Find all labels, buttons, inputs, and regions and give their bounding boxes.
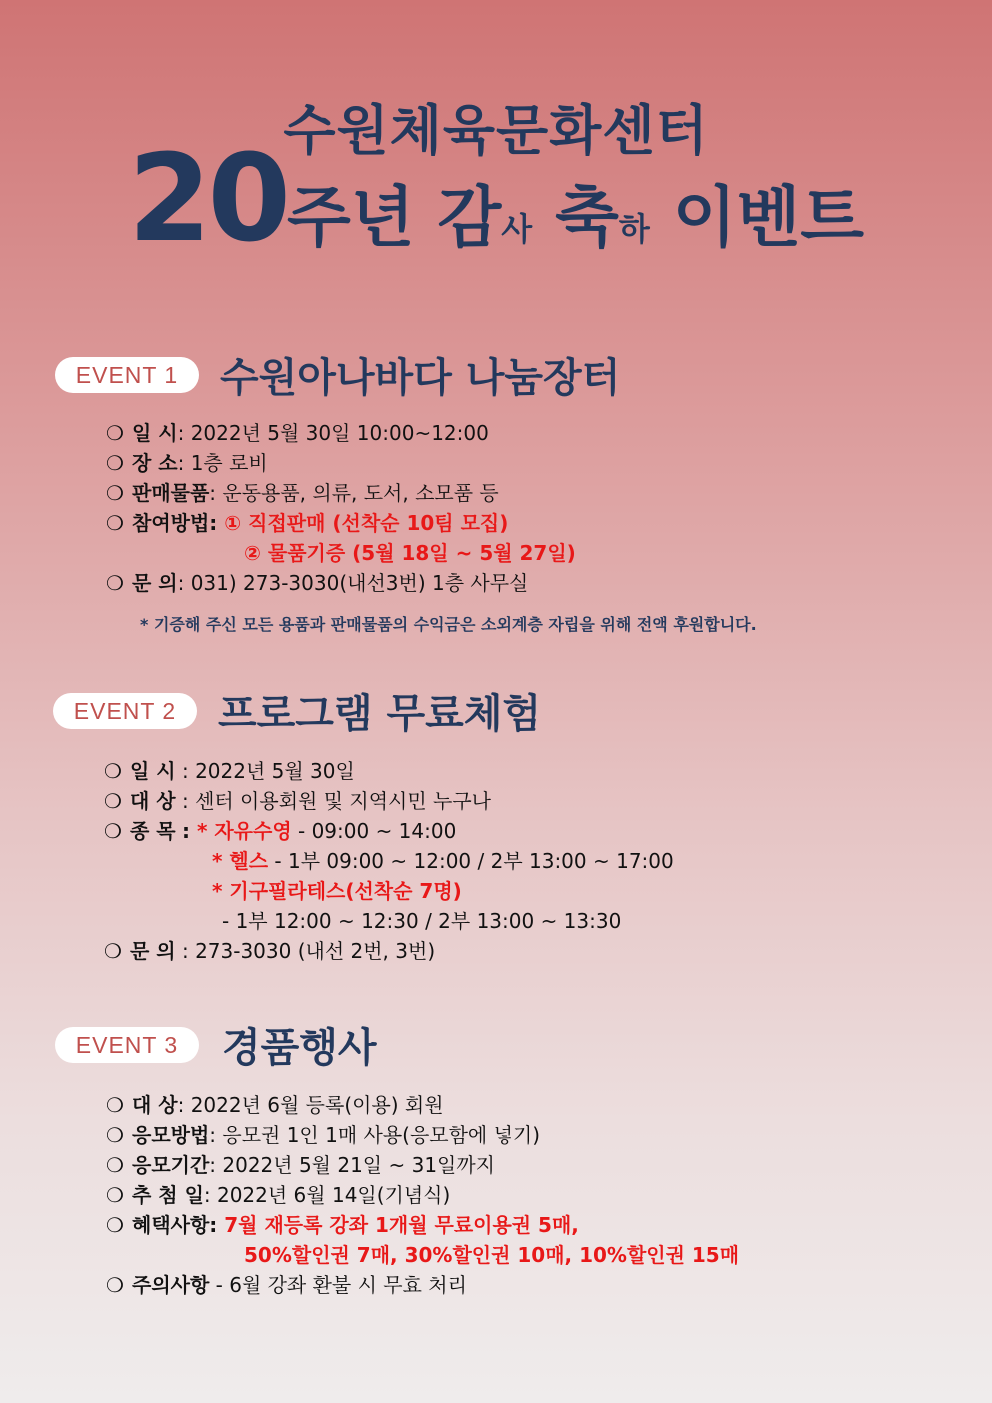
caution-value: - 6월 강좌 환불 시 무효 처리 [209,1273,467,1297]
bullet-icon: ❍ [106,451,124,475]
date-value: : 2022년 5월 30일 10:00~12:00 [177,421,489,445]
event-3-benefit-2 [244,1242,739,1268]
swim-name: * 자유수영 [196,819,292,843]
benefit-label: 혜택사항 [132,1213,210,1237]
pilates-name: * 기구필라테스(선착순 7명) [212,879,462,903]
items-value: : 운동용품, 의류, 도서, 소모품 등 [209,481,499,505]
target-label: 대 상 [132,1093,178,1117]
draw-value: : 2022년 6월 14일(기념식) [203,1183,451,1207]
event-1-method-2 [244,540,576,566]
event-1-contact [106,570,528,596]
center-name: 수원체육문화센터 [283,99,709,162]
period-value: : 2022년 5월 21일 ~ 31일까지 [209,1153,496,1177]
pilates-time: - 1부 12:00 ~ 12:30 / 2부 13:00 ~ 13:30 [222,909,622,933]
bullet-icon: ❍ [104,789,122,813]
contact-value: : 031) 273-3030(내선3번) 1층 사무실 [177,571,529,595]
bullet-icon: ❍ [106,1183,124,1207]
bullet-icon: ❍ [104,939,122,963]
event-1-place [106,450,268,476]
place-label: 장 소 [132,451,178,475]
bullet-icon: ❍ [104,759,122,783]
event-1-date [106,420,489,446]
event-3-caution [106,1272,467,1298]
event-1-title: 수원아나바다 나눔장터 [220,355,621,401]
method-direct-sale: ① 직접판매 (선착순 10팀 모집) [224,511,509,535]
caution-label: 주의사항 [132,1273,210,1297]
page-title [0,130,992,269]
event-2-contact [104,938,435,964]
gym-name: * 헬스 [212,849,269,873]
contact-label: 문 의 [130,939,176,963]
date-label: 일 시 [130,759,176,783]
event-3-title: 경품행사 [222,1025,377,1071]
event-2-pilates-time [222,908,621,934]
draw-label: 추 첨 일 [132,1183,204,1207]
event-2-date [104,758,355,784]
method-label: 참여방법 [132,511,210,535]
title-small-2: 하 [618,210,650,248]
period-label: 응모기간 [132,1153,210,1177]
event-1-badge: EVENT 1 [55,357,199,393]
bullet-icon: ❍ [106,571,124,595]
event-2-gym [212,848,674,874]
event-3-badge: EVENT 3 [55,1027,199,1063]
event-1-items [106,480,499,506]
type-sep: : [181,819,197,843]
bullet-icon: ❍ [106,1123,124,1147]
method-label: 응모방법 [132,1123,210,1147]
target-value: : 센터 이용회원 및 지역시민 누구나 [181,789,491,813]
event-3-benefit [106,1212,579,1238]
benefit-discounts: 50%할인권 7매, 30%할인권 10매, 10%할인권 15매 [244,1243,740,1267]
title-part-1: 주년 감 [286,179,502,256]
bullet-icon: ❍ [106,421,124,445]
swim-time: - 09:00 ~ 14:00 [291,819,457,843]
items-label: 판매물품 [132,481,210,505]
bullet-icon: ❍ [106,1093,124,1117]
title-number: 20 [127,130,287,269]
target-value: : 2022년 6월 등록(이용) 회원 [177,1093,444,1117]
method-sep: : [209,511,225,535]
date-value: : 2022년 5월 30일 [181,759,355,783]
method-value: : 응모권 1인 1매 사용(응모함에 넣기) [209,1123,541,1147]
method-donation: ② 물품기증 (5월 18일 ~ 5월 27일) [244,541,576,565]
benefit-sep: : [209,1213,225,1237]
event-2-types [104,818,456,844]
event-2-badge: EVENT 2 [53,693,197,729]
title-part-3: 이벤트 [649,179,865,256]
event-1-note: * 기증해 주신 모든 용품과 판매물품의 수익금은 소외계층 자립을 위해 전액 후원합니다. [140,615,757,634]
gym-time: - 1부 09:00 ~ 12:00 / 2부 13:00 ~ 17:00 [268,849,674,873]
date-label: 일 시 [132,421,178,445]
type-label: 종 목 [130,819,176,843]
event-2-target [104,788,491,814]
contact-label: 문 의 [132,571,178,595]
bullet-icon: ❍ [106,1153,124,1177]
bullet-icon: ❍ [106,511,124,535]
event-3-target [106,1092,444,1118]
target-label: 대 상 [130,789,176,813]
place-value: : 1층 로비 [177,451,268,475]
title-part-2: 축 [532,179,619,256]
event-1-method [106,510,508,536]
event-2-pilates [212,878,462,904]
bullet-icon: ❍ [106,481,124,505]
event-3-draw [106,1182,450,1208]
contact-value: : 273-3030 (내선 2번, 3번) [181,939,436,963]
bullet-icon: ❍ [104,819,122,843]
event-3-period [106,1152,495,1178]
benefit-free-pass: 7월 재등록 강좌 1개월 무료이용권 5매, [224,1213,579,1237]
bullet-icon: ❍ [106,1273,124,1297]
title-small-1: 사 [501,210,533,248]
bullet-icon: ❍ [106,1213,124,1237]
event-2-title: 프로그램 무료체험 [218,691,542,737]
event-3-method [106,1122,540,1148]
